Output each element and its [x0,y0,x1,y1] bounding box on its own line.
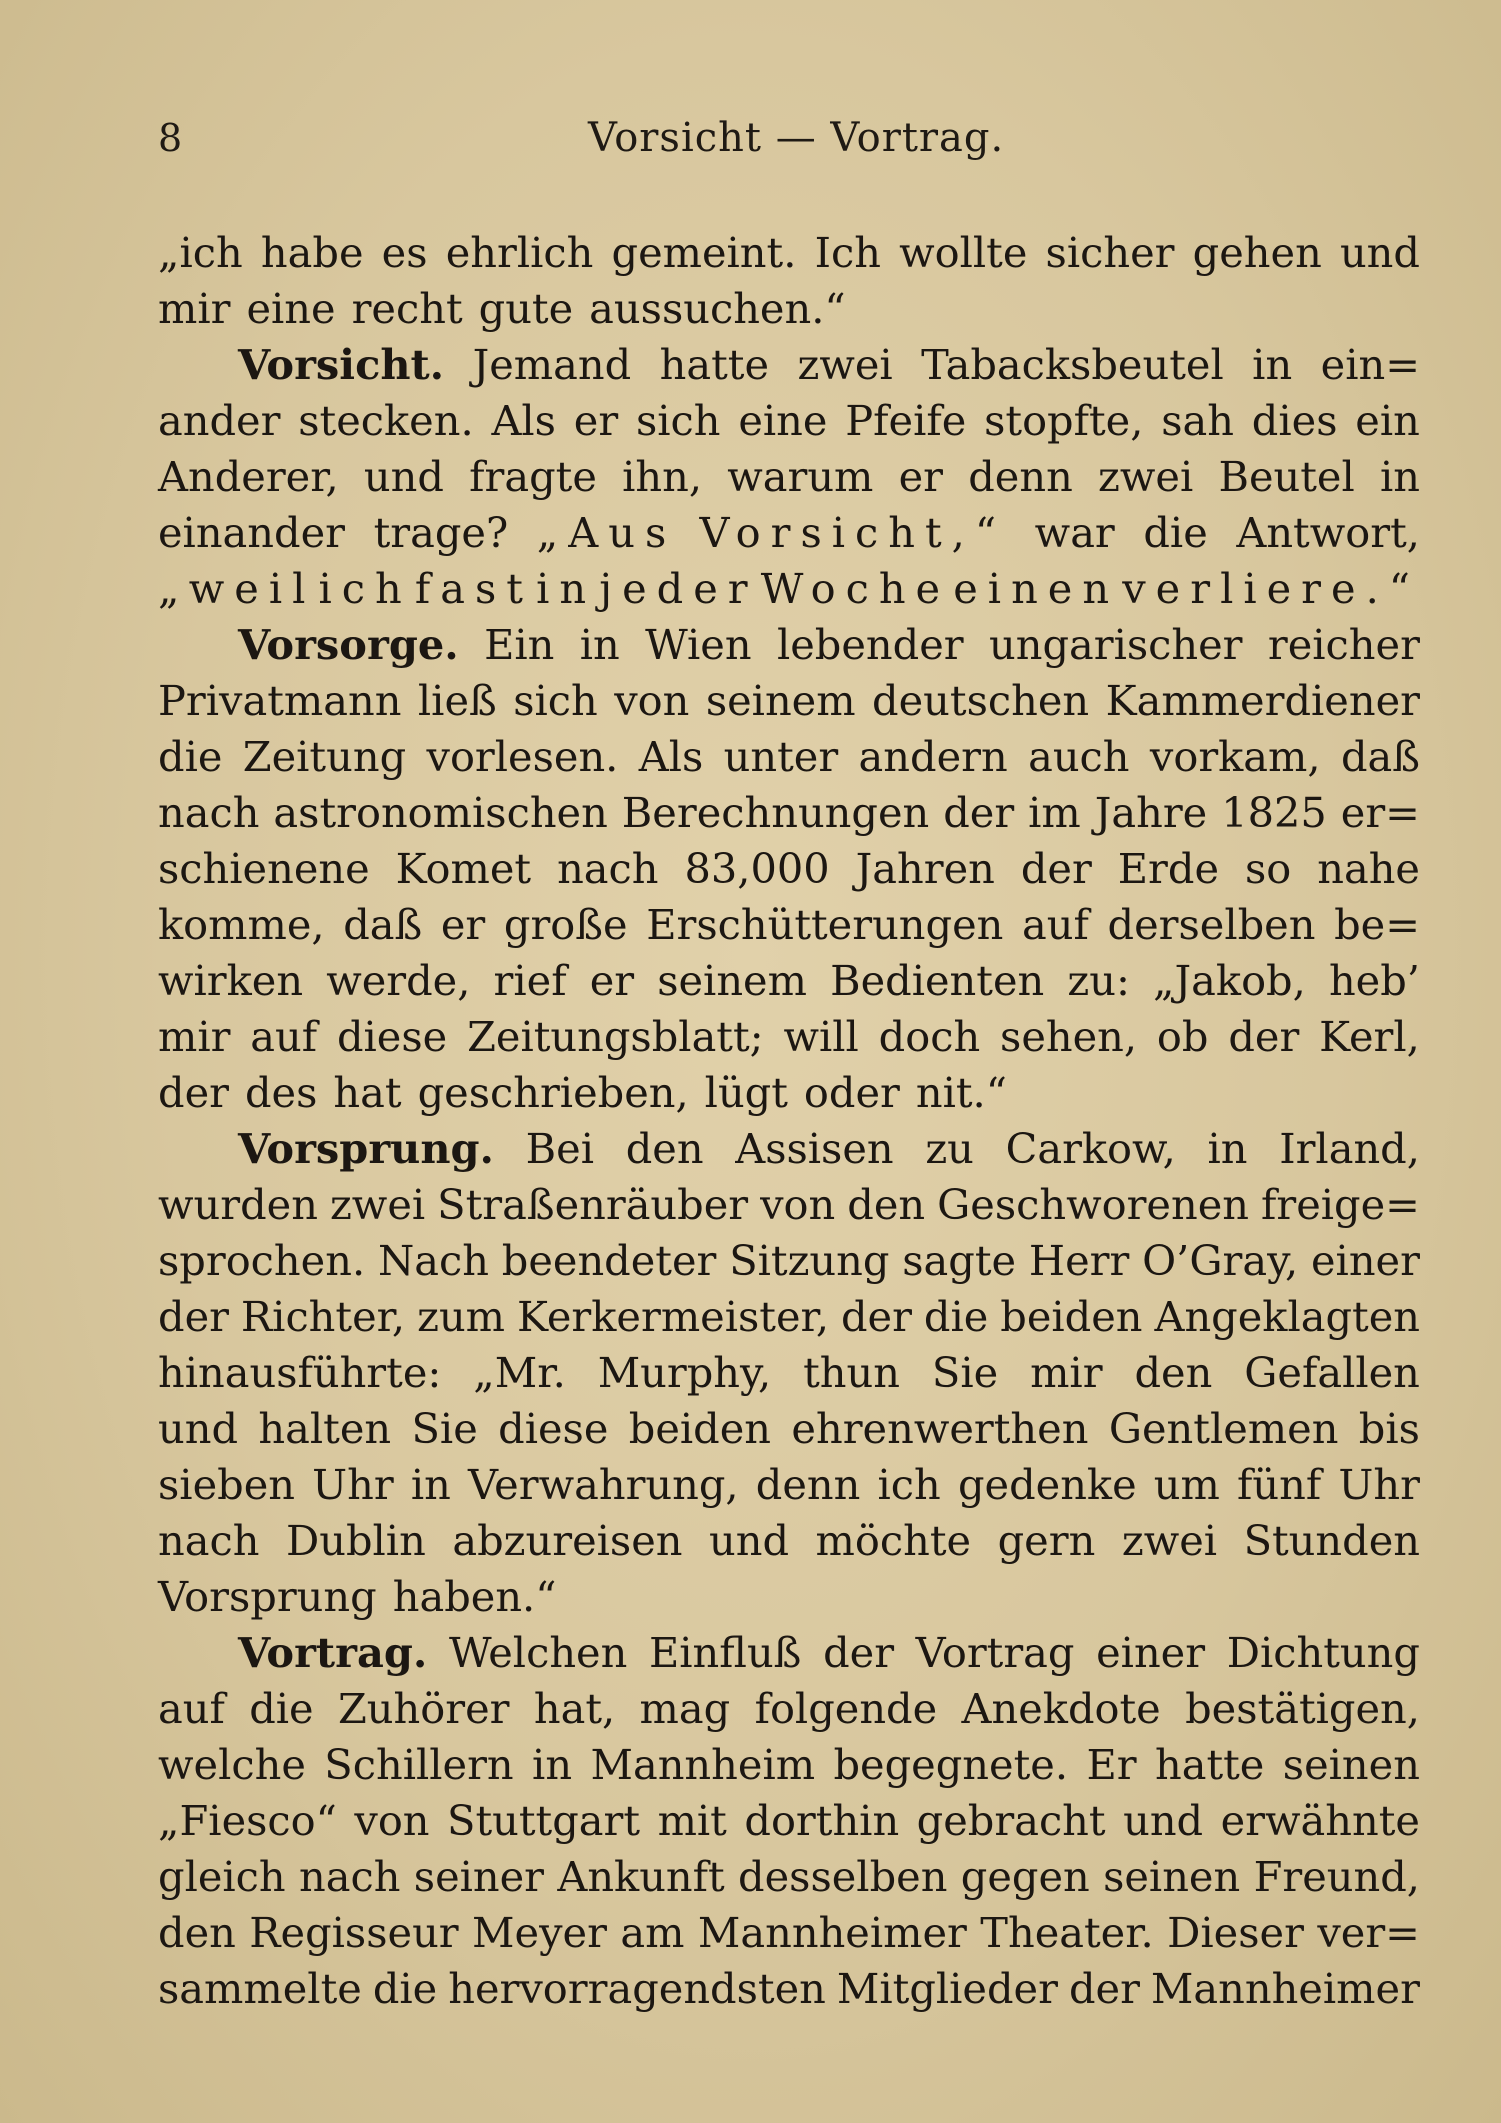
word: halten [258,1404,392,1453]
word: wurden [158,1180,318,1229]
word: Beutel [1218,452,1355,501]
word: ließ [417,676,497,725]
word: fragte [469,452,597,501]
word: Privatmann [158,676,402,725]
word: in [1379,452,1420,501]
word: Jahre [1094,788,1208,837]
text-line [158,1233,1420,1289]
word: beiden [1000,1292,1143,1341]
text-line [158,1961,1420,2017]
word: den [1134,1348,1213,1397]
word: in [536,564,597,613]
word: mir [158,1012,231,1061]
word: denn [755,1460,861,1509]
word: habe [260,228,364,277]
text-line [158,785,1420,841]
word: Dichtung [1226,1628,1420,1677]
word: Bedienten [830,956,1045,1005]
running-head: Vorsicht — Vortrag. [588,115,1005,161]
word: recht [351,284,463,333]
word: von [354,1796,430,1845]
word: Vortrag [915,1628,1075,1677]
text-line [158,1681,1420,1737]
word: Ankunft [557,1852,725,1901]
word: der [1228,1012,1300,1061]
word: nach [557,844,659,893]
word: Dieser [1167,1908,1304,1957]
word: reicher [1267,620,1420,669]
word: seinem [705,676,856,725]
word: Zeitung [242,732,407,781]
word: beendeter [501,1236,717,1285]
word: Gentlemen [1108,1404,1339,1453]
word: stopfte, [984,396,1144,445]
word: Sitzung [729,1236,890,1285]
word: einander [158,508,345,557]
word: Geschworenen [937,1180,1250,1229]
word: Anekdote [961,1684,1161,1733]
word: hervorragendsten [448,1964,826,2013]
word: fünf [1237,1460,1322,1509]
word: gebracht [916,1796,1106,1845]
word: Pfeife [845,396,967,445]
word: Mannheim [590,1740,816,1789]
word: der [823,1628,895,1677]
word: wollte [899,228,1028,277]
word: ver= [1317,1908,1420,1957]
word: welche [158,1740,306,1789]
word: Kerkermeister, [516,1292,830,1341]
word: unter [723,732,839,781]
word: gute [478,284,574,333]
word: daß [343,900,423,949]
word: thun [803,1348,900,1397]
word: bis [1358,1404,1420,1453]
word: Tabacksbeutel [921,340,1224,389]
word: abzureisen [452,1516,683,1565]
word: nahe [1317,844,1420,893]
word: freige= [1261,1180,1420,1229]
word: Als [491,396,556,445]
word: „ich [158,228,243,277]
word: nach [158,788,260,837]
word: Ich [814,228,881,277]
word: verliere.“ [1122,564,1420,613]
text-line [158,1009,1420,1065]
word: die [923,1292,989,1341]
word: nit.“ [915,1068,1007,1117]
word: eine [246,284,336,333]
word: und [158,1404,239,1453]
word: zwei [797,340,893,389]
word: Kammerdiener [1105,676,1420,725]
text-line [158,841,1420,897]
text-line [158,1793,1420,1849]
word: und [1339,228,1420,277]
body-text [158,225,1420,2017]
word: Uhr [1338,1460,1420,1509]
word: am [620,1908,685,1957]
word: so [1244,844,1292,893]
word: Sie [411,1404,478,1453]
text-line [158,1177,1420,1233]
word: sah [1161,396,1234,445]
word: Zuhörer [337,1684,510,1733]
text-line [158,393,1420,449]
text-line [158,1737,1420,1793]
word: ein [1355,396,1420,445]
entry-keyword: Vorsorge. [238,620,459,669]
word: seinen [1103,1852,1241,1901]
text-line [158,561,1420,617]
word: be= [1334,900,1420,949]
word: „Fiesco“ [158,1796,337,1845]
word: hat, [533,1684,616,1733]
word: denn [968,452,1073,501]
word: ich [877,1460,941,1509]
word: deutschen [872,676,1090,725]
word: und [363,452,444,501]
word: jeder [599,564,758,613]
word: oder [803,1068,900,1117]
word: Ein [484,620,555,669]
word: ich [318,564,412,613]
word: vorkam, [1149,732,1321,781]
text-line [158,617,1420,673]
word: mit [657,1796,727,1845]
word: ehrenwerthen [791,1404,1089,1453]
word: heb’ [1328,956,1420,1005]
word: Jemand [472,340,632,389]
word: die [249,1684,314,1733]
word: sehen, [1000,1012,1138,1061]
word: Murphy, [597,1348,772,1397]
word: 1825 [1221,788,1327,837]
word: Vorsprung [158,1572,377,1621]
word: diese [336,1012,448,1061]
word: einen [953,564,1120,613]
word: mir [1030,1348,1103,1397]
word: Erde [1117,844,1220,893]
word: Regisseur [249,1908,459,1957]
text-line [158,953,1420,1009]
word: zu: [1067,956,1130,1005]
word: auf [158,1684,225,1733]
word: Jahren [855,844,995,893]
text-line [158,1457,1420,1513]
word: auf [250,1012,318,1061]
word: andern [858,732,1008,781]
text-line [158,673,1420,729]
word: er [898,452,944,501]
text-line [158,337,1420,393]
word: ungarischer [988,620,1243,669]
word: der [1068,1964,1140,2013]
entry-keyword: Vorsicht. [238,340,445,389]
word: Mannheimer [697,1908,967,1957]
word: lebender [776,620,964,669]
word: in [579,620,620,669]
word: Nach [377,1236,489,1285]
word: diese [498,1404,609,1453]
word: auf [1022,900,1089,949]
word: ander [158,396,281,445]
word: erwähnte [1220,1796,1420,1845]
word: Kerl, [1319,1012,1420,1061]
text-line [158,225,1420,281]
word: Als [638,732,704,781]
word: er= [1340,788,1420,837]
word: sagte [902,1236,1017,1285]
word: den [158,1908,236,1957]
word: hatte [659,340,770,389]
word: Angeklagten [1154,1292,1420,1341]
word: bestätigen, [1185,1684,1420,1733]
word: Verwahrung, [468,1460,739,1509]
word: fast [414,564,533,613]
word: sprochen. [158,1236,366,1285]
word: seinem [657,956,807,1005]
text-line [158,1513,1420,1569]
word: „Jakob, [1153,956,1306,1005]
word: schienene [158,844,370,893]
word: folgende [754,1684,938,1733]
word: Mannheimer [1150,1964,1420,2013]
page-header [158,108,1420,168]
word: „Aus Vorsicht,“ [536,508,1007,557]
word: zum [417,1292,506,1341]
word: O’Gray, [1142,1236,1299,1285]
word: nach [158,1516,260,1565]
word: hat [333,1068,402,1117]
word: ehrlich [445,228,594,277]
word: 83,000 [684,844,830,893]
word: einer [1096,1628,1206,1677]
word: Berechnungen [621,788,930,837]
word: dorthin [744,1796,900,1845]
text-line [158,505,1420,561]
word: Assisen [735,1124,894,1173]
text-line [158,1121,1420,1177]
word: Sie [931,1348,999,1397]
word: Meyer [472,1908,607,1957]
word: den [625,1124,704,1173]
word: Schillern [324,1740,514,1789]
text-line [158,1569,1420,1625]
word: die [372,1964,438,2013]
word: der [840,1292,912,1341]
word: geschrieben, [417,1068,689,1117]
word: „weil [158,564,316,613]
word: gemeint. [611,228,797,277]
word: in [410,1460,451,1509]
word: daß [1340,732,1420,781]
word: Einfluß [648,1628,802,1677]
word: sich [513,676,598,725]
text-line [158,1625,1420,1681]
text-line [158,1849,1420,1905]
word: er [440,900,486,949]
word: es [381,228,428,277]
word: sieben [158,1460,295,1509]
word: und [709,1516,790,1565]
word: um [1153,1460,1220,1509]
word: Straßenräuber [437,1180,749,1229]
word: Antwort, [1236,508,1420,557]
word: Erschütterungen [646,900,1004,949]
word: will [783,1012,859,1061]
word: Er [1086,1740,1137,1789]
word: mag [639,1684,731,1733]
word: eine [738,396,828,445]
word: Theater. [980,1908,1154,1957]
word: zwei [1098,452,1194,501]
word: von [760,1180,836,1229]
entry-keyword: Vorsprung. [238,1124,494,1173]
word: seinen [1282,1740,1420,1789]
word: die [1143,508,1208,557]
word: nach [298,1852,401,1901]
word: auch [1028,732,1130,781]
word: Komet [395,844,532,893]
word: ihn, [622,452,703,501]
word: und [1123,1796,1204,1845]
word: in [1252,340,1293,389]
word: sammelte [158,1964,362,2013]
word: in [532,1740,573,1789]
word: gleich [158,1852,286,1901]
word: der [943,788,1015,837]
word: vorlesen. [426,732,619,781]
word: von [614,676,690,725]
word: zwei [1121,1516,1218,1565]
word: dies [1251,396,1338,445]
word: der [158,1292,229,1341]
word: wirken [158,956,304,1005]
word: Mitglieder [836,1964,1058,2013]
word: große [503,900,628,949]
word: komme, [158,900,325,949]
word: Welchen [448,1628,628,1677]
word: lügt [704,1068,788,1117]
word: hinausführte: [158,1348,442,1397]
word: ein= [1320,340,1420,389]
word: zu [925,1124,974,1173]
text-line [158,1065,1420,1121]
word: Uhr [312,1460,394,1509]
word: aussuchen.“ [589,284,846,333]
text-line [158,281,1420,337]
word: trage? [373,508,509,557]
word: Anderer, [158,452,339,501]
word: „Mr. [473,1348,566,1397]
word: den [847,1180,926,1229]
word: Bei [525,1124,595,1173]
word: doch [878,1012,981,1061]
word: desselben [738,1852,948,1901]
word: möchte [815,1516,972,1565]
word: Gefallen [1244,1348,1420,1397]
word: war [1034,508,1115,557]
entry-keyword: Vortrag. [238,1628,428,1677]
word: er [573,396,619,445]
word: astronomischen [273,788,608,837]
word: seiner [413,1852,545,1901]
page-number: 8 [158,116,183,160]
word: ob [1156,1012,1209,1061]
text-line [158,449,1420,505]
word: der [1020,844,1092,893]
word: zwei [329,1180,426,1229]
word: Stunden [1243,1516,1420,1565]
word: Richter, [240,1292,406,1341]
word: mir [158,284,231,333]
text-line [158,1289,1420,1345]
word: begegnete. [833,1740,1069,1789]
word: hatte [1154,1740,1265,1789]
word: gehen [1192,228,1322,277]
text-line [158,1345,1420,1401]
word: Irland, [1279,1124,1420,1173]
word: die [158,732,223,781]
word: gern [997,1516,1096,1565]
word: sicher [1045,228,1175,277]
word: in [1207,1124,1248,1173]
word: des [244,1068,318,1117]
word: Herr [1028,1236,1130,1285]
word: Freund, [1253,1852,1420,1901]
word: gegen [960,1852,1090,1901]
word: derselben [1107,900,1316,949]
word: Woche [760,564,951,613]
word: gedenke [957,1460,1137,1509]
word: er [589,956,635,1005]
word: einer [1311,1236,1420,1285]
word: werde, [326,956,471,1005]
text-line [158,897,1420,953]
word: beiden [628,1404,772,1453]
word: warum [727,452,874,501]
word: der [158,1068,229,1117]
word: Zeitungsblatt; [467,1012,764,1061]
word: Carkow, [1005,1124,1176,1173]
word: im [1028,788,1081,837]
text-line [158,1401,1420,1457]
word: Wien [645,620,752,669]
word: rief [493,956,567,1005]
text-line [158,1905,1420,1961]
word: sich [635,396,721,445]
text-line [158,729,1420,785]
word: Stuttgart [447,1796,641,1845]
word: haben.“ [392,1572,557,1621]
word: stecken. [298,396,474,445]
word: Dublin [285,1516,426,1565]
